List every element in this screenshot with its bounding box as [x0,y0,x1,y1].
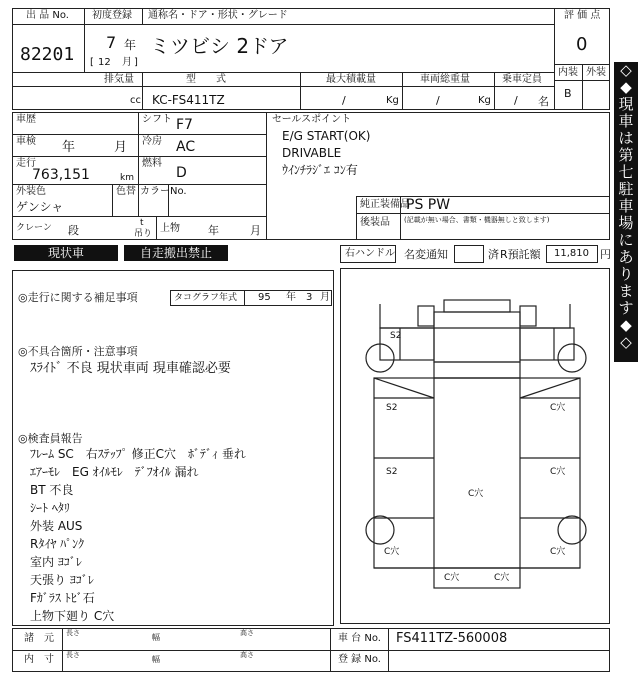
mark-c-rear-left: C穴 [444,573,460,583]
cab-left [380,328,434,360]
body-label: 上物 [160,223,180,234]
inspector-line: Fｶﾞﾗｽ ﾄﾋﾞ石 [30,591,95,605]
displacement-unit: cc [130,95,141,106]
mark-c-right-front: C穴 [550,403,566,413]
month-close-bracket: ] [134,57,138,68]
first-reg-label: 初度登録 [92,10,132,21]
inner-height-label: 高さ [240,651,254,659]
color-no-label: カラーNo. [140,186,187,197]
parking-notice-char: は [618,129,634,147]
mileage-unit: km [120,173,134,183]
recycle-unit: 円 [600,248,611,261]
exterior-color-label: 外装色 [16,186,46,197]
crane-ton-bottom: 吊り [134,229,153,239]
equipment-value: PS PW [406,197,451,213]
parking-notice-char: 現 [618,95,634,113]
inner-width-label: 幅 [152,655,160,664]
gross-weight-value: / [436,94,440,107]
shift-label: シフト [142,114,172,125]
retrofit-note: (記載が無い場合、書類・機器無しと致します) [404,216,550,224]
equipment-label: 純正装備品 [360,199,410,210]
current-state-badge: 現状車 [14,245,118,261]
defects-label: ◎不具合箇所・注意事項 [18,345,138,358]
parking-notice-char: す [618,299,634,317]
inspector-line: 天張り ﾖｺﾞﾚ [30,573,94,587]
exterior-color-value: ゲンシャ [16,200,64,214]
inspection-label: 車検 [16,136,36,147]
mark-s2-left-mid: S2 [386,467,398,477]
capacity-unit: 名 [538,95,549,108]
type-label: 型 式 [186,74,226,85]
month-unit: 月 [122,57,132,68]
chassis-value: FS411TZ-560008 [396,631,508,646]
parking-notice [614,62,638,362]
mileage-value: 763,151 [32,167,90,183]
crane-ton-top: t [140,218,144,228]
mark-c-left-rear: C穴 [384,547,400,557]
inner-length-label: 長さ [66,651,80,659]
steering-value: 右ハンドル [345,248,395,259]
gross-weight-unit: Kg [478,95,491,106]
parking-notice-char: 車 [618,112,634,130]
interior-label: 内装 [558,67,578,78]
sales-point-2: DRIVABLE [282,146,342,160]
parking-notice-char: ◆ [620,316,632,334]
color-code-label: 色替 [116,186,136,197]
capacity-value: / [514,94,518,107]
retrofit-label: 後装品 [360,217,390,228]
lot-number: 82201 [20,44,75,65]
parking-notice-vertical [614,62,638,351]
mark-c-right-rear: C穴 [550,547,566,557]
max-load-unit: Kg [386,95,399,106]
self-transport-ban-badge: 自走搬出禁止 [124,245,228,261]
registration-label: 登 録 No. [338,654,381,665]
parking-notice-char: り [618,265,634,283]
defects-text: ｽﾗｲﾄﾞ 不良 現状車両 現車確認必要 [30,361,231,376]
max-load-label: 最大積載量 [326,74,376,85]
tachograph-year: 95 [258,292,271,303]
inspector-line: ﾌﾚｰﾑ SC 右ｽﾃｯﾌﾟ 修正C穴 ﾎﾞﾃﾞｨ 垂れ [30,447,246,461]
parking-notice-char: 七 [618,163,634,181]
mark-s2-cab: S2 [390,331,402,341]
tachograph-month: 3 [306,292,313,303]
inspector-line: BT 不良 [30,483,74,497]
inspection-month: 月 [114,140,128,155]
inspector-line: ｼｰﾄ ﾍﾀﾘ [30,501,70,515]
name-label: 通称名・ドア・形状・グレード [148,10,288,21]
aircon-label: 冷房 [142,136,162,147]
parking-notice-char: あ [618,248,634,266]
parking-notice-char: ◇ [620,333,632,351]
fuel-label: 燃料 [142,158,162,169]
parking-notice-char: 駐 [618,180,634,198]
inspector-line: Rﾀｲﾔ ﾊﾟﾝｸ [30,537,85,551]
aircon-value: AC [176,139,196,155]
parking-notice-char: 車 [618,197,634,215]
spec-height-label: 高さ [240,629,254,637]
recycle-value: 11,810 [554,248,589,259]
lot-label: 出 品 No. [26,10,69,21]
truck-diagram [340,268,610,624]
score-value: 0 [576,34,588,55]
gross-weight-label: 車両総重量 [420,74,470,85]
recycle-done: 済 [488,248,499,261]
inner-label: 内 寸 [24,654,54,665]
specs-label: 諸 元 [24,633,54,644]
month-value: 12 [98,57,111,68]
score-label: 評 価 点 [564,10,601,21]
inspector-line: 外装 AUS [30,519,83,533]
model-name: ミツビシ 2ドア [150,34,289,58]
interior-value: B [564,87,572,100]
inspector-line: 室内 ﾖｺﾞﾚ [30,555,82,569]
month-open-bracket: [ [90,57,94,68]
tachograph-label: タコグラフ年式 [174,293,238,303]
chassis-label: 車 台 No. [338,633,381,644]
inspector-line: ｴｱｰﾓﾚ EG ｵｲﾙﾓﾚ ﾃﾞﾌｵｲﾙ 漏れ [30,465,199,479]
body-month: 月 [250,224,261,237]
shift-value: F7 [176,117,193,133]
type-value: KC-FS411TZ [152,93,225,107]
parking-notice-char: 第 [618,146,634,164]
displacement-label: 排気量 [104,74,134,85]
parking-notice-char: ◇ [620,61,632,79]
inspector-line: 上物下廻り C穴 [30,609,115,623]
max-load-value: / [342,94,346,107]
year-unit: 年 [124,38,137,52]
parking-notice-char: 場 [618,214,634,232]
inspection-year: 年 [62,140,76,155]
year-value: 7 [106,33,117,52]
recycle-deposit-label: R預託額 [500,248,541,261]
name-change-label: 名変通知 [404,248,448,261]
fuel-value: D [176,165,187,181]
spec-length-label: 長さ [66,629,80,637]
crane-stage: 段 [68,224,79,237]
inspector-label: ◎検査員報告 [18,432,83,445]
history-label: 車歴 [16,114,36,125]
mark-c-right-mid: C穴 [550,467,566,477]
parking-notice-char: ま [618,282,634,300]
cab-right [520,328,574,360]
mark-c-rear-right: C穴 [494,573,510,583]
crane-label: クレーン [16,223,52,233]
tachograph-year-unit: 年 [286,292,296,303]
capacity-label: 乗車定員 [502,74,542,85]
mileage-label: 走行 [16,158,36,169]
driving-notes-label: ◎走行に関する補足事項 [18,291,138,304]
mark-s2-left-front: S2 [386,403,398,413]
cab-visor [444,300,510,312]
parking-notice-char: ◆ [620,78,632,96]
name-change-box [454,245,484,263]
cab-roof [434,312,520,362]
sales-point-3: ｳｲﾝﾁﾗｼﾞｴ ｺﾝ有 [282,163,358,177]
body-year: 年 [208,224,219,237]
parking-notice-char: に [618,231,634,249]
cargo-floor [434,378,520,568]
tachograph-month-unit: 月 [320,292,330,303]
mark-c-floor: C穴 [468,489,484,499]
exterior-label: 外装 [586,67,606,78]
spec-width-label: 幅 [152,633,160,642]
sales-point-1: E/G START(OK) [282,129,371,143]
sales-points-label: セールスポイント [272,114,352,125]
